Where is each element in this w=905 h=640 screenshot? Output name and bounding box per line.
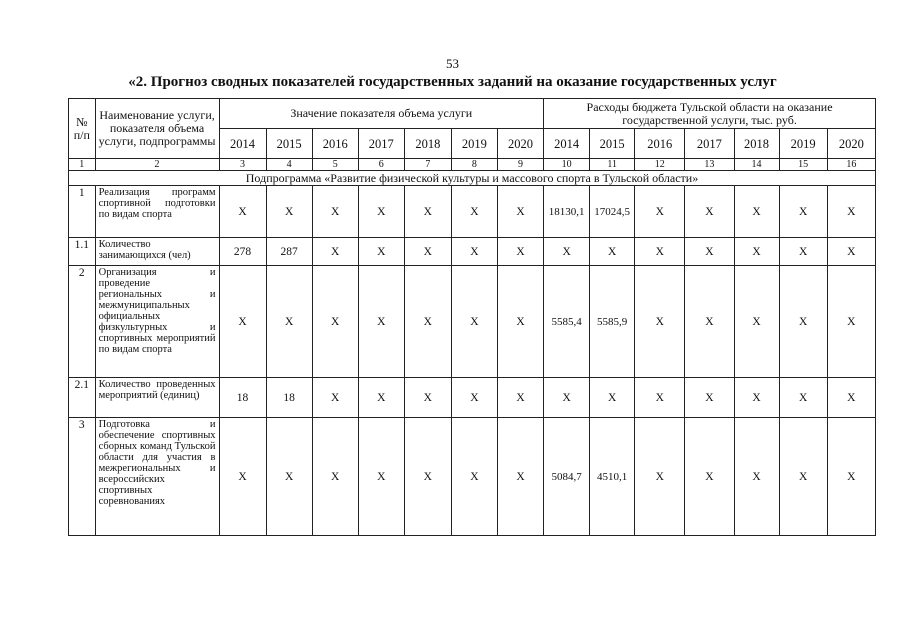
- volume-value: X: [451, 186, 497, 238]
- volume-value: X: [451, 418, 497, 536]
- expense-value: X: [685, 186, 734, 238]
- volume-value: 278: [219, 238, 266, 266]
- document-title: «2. Прогноз сводных показателей государственных заданий на оказание государственных услуг: [128, 74, 777, 90]
- table-row: [69, 238, 876, 266]
- expense-value: X: [685, 378, 734, 418]
- column-index: 15: [779, 159, 827, 171]
- expense-value: X: [544, 378, 590, 418]
- volume-value: X: [404, 238, 451, 266]
- row-name: Подготовка и обеспечение спортивных сборных команд Тульской области для участия в межрегиональных и всероссийских спортивных соревнованиях: [95, 418, 219, 536]
- year-header: 2015: [266, 129, 312, 159]
- year-header: 2017: [358, 129, 404, 159]
- forecast-table: [68, 98, 876, 536]
- volume-value: X: [358, 378, 404, 418]
- volume-value: X: [312, 378, 358, 418]
- column-index: 4: [266, 159, 312, 171]
- volume-value: X: [358, 266, 404, 378]
- expense-value: X: [779, 186, 827, 238]
- year-header: 2020: [497, 129, 543, 159]
- table-row: [69, 418, 876, 536]
- volume-value: X: [312, 418, 358, 536]
- column-index: 10: [544, 159, 590, 171]
- volume-value: X: [358, 186, 404, 238]
- year-header: 2019: [451, 129, 497, 159]
- year-header: 2019: [779, 129, 827, 159]
- volume-value: X: [497, 186, 543, 238]
- volume-value: X: [404, 266, 451, 378]
- expense-value: X: [827, 378, 875, 418]
- column-index-row: [69, 159, 876, 171]
- table-row: [69, 378, 876, 418]
- expense-value: X: [734, 238, 779, 266]
- row-name: Количество занимающихся (чел): [95, 238, 219, 266]
- volume-value: X: [451, 378, 497, 418]
- expense-value: X: [734, 266, 779, 378]
- expense-value: X: [590, 378, 635, 418]
- volume-value: X: [219, 186, 266, 238]
- expense-value: X: [734, 378, 779, 418]
- row-number: 1: [69, 186, 96, 238]
- expense-value: 5084,7: [544, 418, 590, 536]
- volume-value: X: [219, 266, 266, 378]
- expense-value: X: [827, 266, 875, 378]
- subprogram-title: Подпрограмма «Развитие физической культуры и массового спорта в Тульской области»: [69, 171, 876, 186]
- year-header: 2016: [312, 129, 358, 159]
- subprogram-row: [69, 171, 876, 186]
- row-number: 1.1: [69, 238, 96, 266]
- expense-value: X: [827, 418, 875, 536]
- expense-value: X: [685, 418, 734, 536]
- volume-value: X: [404, 418, 451, 536]
- expense-value: X: [779, 238, 827, 266]
- expense-value: X: [635, 378, 685, 418]
- column-index: 14: [734, 159, 779, 171]
- volume-value: X: [358, 418, 404, 536]
- expense-value: X: [685, 266, 734, 378]
- year-header: 2017: [685, 129, 734, 159]
- volume-value: X: [497, 418, 543, 536]
- column-index: 16: [827, 159, 875, 171]
- column-index: 5: [312, 159, 358, 171]
- year-header: 2020: [827, 129, 875, 159]
- volume-value: X: [312, 266, 358, 378]
- expense-value: X: [635, 266, 685, 378]
- year-header: 2016: [635, 129, 685, 159]
- column-index: 6: [358, 159, 404, 171]
- row-name: Количество проведенных мероприятий (единиц): [95, 378, 219, 418]
- column-index: 11: [590, 159, 635, 171]
- volume-value: X: [358, 238, 404, 266]
- expense-value: X: [734, 186, 779, 238]
- column-index: 2: [95, 159, 219, 171]
- expense-value: X: [544, 238, 590, 266]
- header-name: Наименование услуги, показателя объема услуги, подпрограммы: [95, 99, 219, 159]
- expense-value: X: [734, 418, 779, 536]
- expense-value: X: [635, 418, 685, 536]
- column-index: 9: [497, 159, 543, 171]
- row-name: Реализация программ спортивной подготовки по видам спорта: [95, 186, 219, 238]
- volume-value: X: [312, 238, 358, 266]
- header-volume-group: Значение показателя объема услуги: [219, 99, 544, 129]
- column-index: 8: [451, 159, 497, 171]
- row-number: 2.1: [69, 378, 96, 418]
- year-header: 2018: [734, 129, 779, 159]
- volume-value: 287: [266, 238, 312, 266]
- year-header: 2014: [219, 129, 266, 159]
- header-num: № п/п: [69, 99, 96, 159]
- volume-value: X: [404, 186, 451, 238]
- volume-value: X: [266, 266, 312, 378]
- page-number: 53: [446, 56, 459, 71]
- header-expense-group: Расходы бюджета Тульской области на оказание государственной услуги, тыс. руб.: [544, 99, 876, 129]
- volume-value: X: [266, 186, 312, 238]
- volume-value: X: [404, 378, 451, 418]
- column-index: 1: [69, 159, 96, 171]
- year-header: 2014: [544, 129, 590, 159]
- expense-value: 18130,1: [544, 186, 590, 238]
- column-index: 13: [685, 159, 734, 171]
- expense-value: X: [779, 266, 827, 378]
- column-index: 3: [219, 159, 266, 171]
- expense-value: X: [827, 186, 875, 238]
- expense-value: 17024,5: [590, 186, 635, 238]
- expense-value: 5585,9: [590, 266, 635, 378]
- volume-value: X: [497, 238, 543, 266]
- year-header: 2015: [590, 129, 635, 159]
- expense-value: X: [827, 238, 875, 266]
- volume-value: X: [451, 266, 497, 378]
- table-row: [69, 186, 876, 238]
- row-number: 2: [69, 266, 96, 378]
- row-number: 3: [69, 418, 96, 536]
- volume-value: X: [451, 238, 497, 266]
- column-index: 12: [635, 159, 685, 171]
- column-index: 7: [404, 159, 451, 171]
- expense-value: X: [590, 238, 635, 266]
- row-name: Организация и проведение региональных и межмуниципальных официальных физкультурных и спортивных мероприятий по видам спорта: [95, 266, 219, 378]
- expense-value: X: [779, 418, 827, 536]
- table-row: [69, 266, 876, 378]
- expense-value: X: [779, 378, 827, 418]
- volume-value: X: [266, 418, 312, 536]
- year-header: 2018: [404, 129, 451, 159]
- volume-value: X: [497, 378, 543, 418]
- volume-value: X: [312, 186, 358, 238]
- expense-value: X: [635, 186, 685, 238]
- volume-value: 18: [266, 378, 312, 418]
- expense-value: 4510,1: [590, 418, 635, 536]
- expense-value: 5585,4: [544, 266, 590, 378]
- volume-value: X: [219, 418, 266, 536]
- expense-value: X: [685, 238, 734, 266]
- expense-value: X: [635, 238, 685, 266]
- volume-value: 18: [219, 378, 266, 418]
- volume-value: X: [497, 266, 543, 378]
